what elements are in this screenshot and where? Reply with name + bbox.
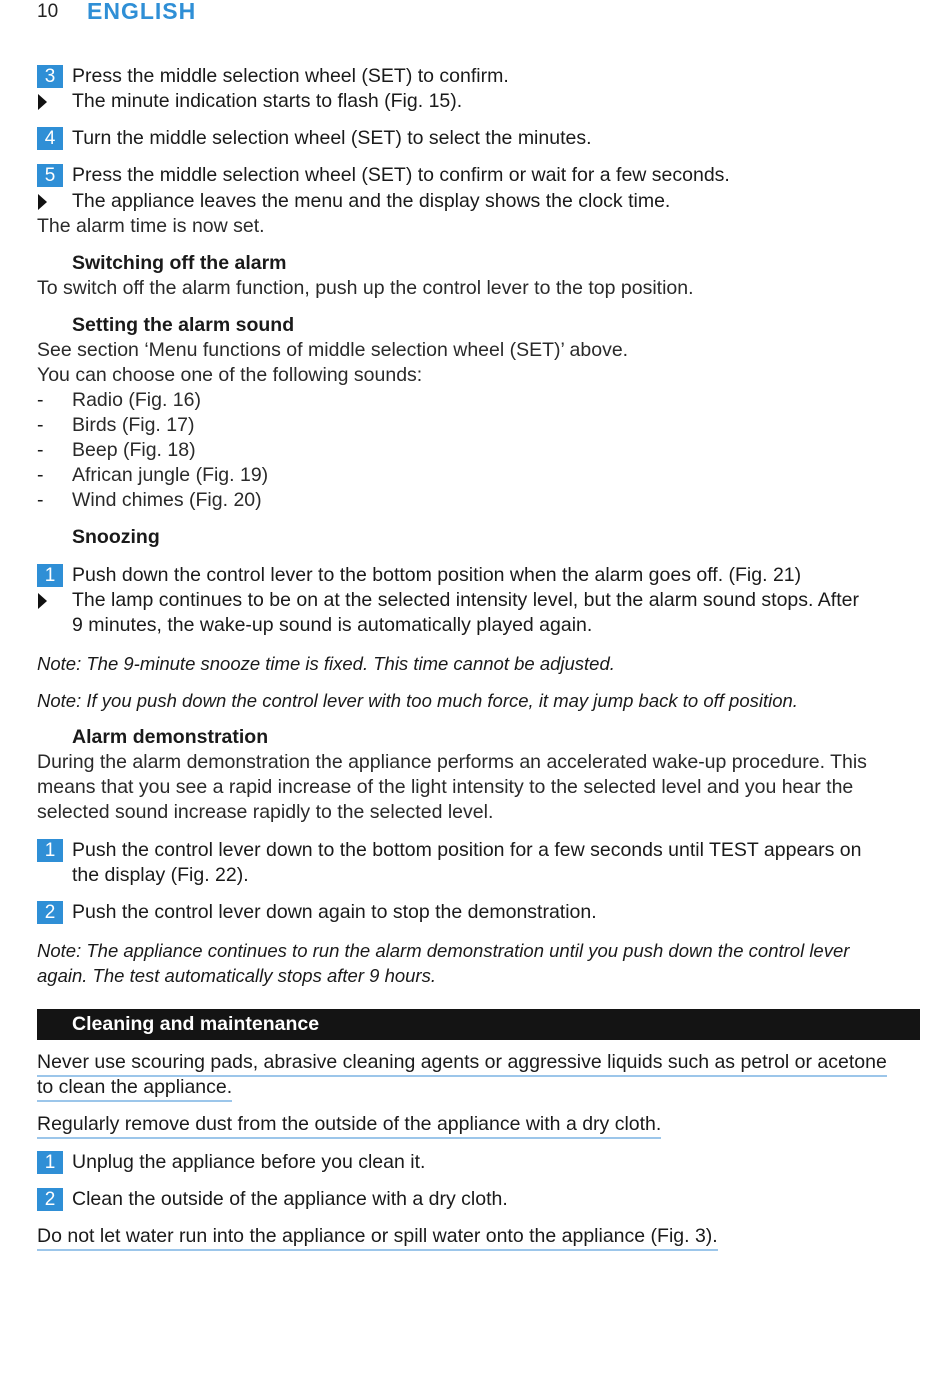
step-number-1: 1 — [37, 839, 63, 862]
demo-step-2: Push the control lever down again to stop the demonstration. — [72, 901, 597, 923]
step-number-1: 1 — [37, 564, 63, 587]
demo-step-1-line-1: Push the control lever down to the bottom position for a few seconds until TEST appears on — [72, 839, 862, 861]
step-number-2: 2 — [37, 901, 63, 924]
step-number-5: 5 — [37, 164, 63, 187]
step-number-3: 3 — [37, 65, 63, 88]
snoozing-heading: Snoozing — [72, 526, 160, 548]
alarm-sound-heading: Setting the alarm sound — [72, 314, 295, 336]
step-number-4: 4 — [37, 127, 63, 150]
note-demo-line-2: again. The test automatically stops after 9 hours. — [37, 965, 436, 986]
list-dash: - — [37, 439, 44, 461]
step-number-1: 1 — [37, 1151, 63, 1174]
snooze-result-line-1: The lamp continues to be on at the selected intensity level, but the alarm sound stops. After — [72, 589, 859, 611]
step-number-2: 2 — [37, 1188, 63, 1211]
demo-text-line-1: During the alarm demonstration the appliance performs an accelerated wake-up procedure. This — [37, 751, 867, 773]
alarm-sound-text-1: See section ‘Menu functions of middle selection wheel (SET)’ above. — [37, 339, 629, 361]
snooze-result-line-2: 9 minutes, the wake-up sound is automatically played again. — [72, 614, 593, 636]
list-dash: - — [37, 389, 44, 411]
note-demo-line-1: Note: The appliance continues to run the alarm demonstration until you push down the control lever — [37, 940, 850, 961]
page-number: 10 — [37, 1, 59, 22]
warning-scouring-line-2: to clean the appliance. — [37, 1075, 232, 1102]
list-dash: - — [37, 414, 44, 436]
list-item: Radio (Fig. 16) — [72, 389, 201, 411]
demo-text-line-3: selected sound increase rapidly to the selected level. — [37, 801, 494, 823]
switching-off-heading: Switching off the alarm — [72, 252, 287, 274]
list-item: Birds (Fig. 17) — [72, 414, 195, 436]
list-dash: - — [37, 489, 44, 511]
result-arrow-icon — [38, 194, 47, 210]
list-item: Wind chimes (Fig. 20) — [72, 489, 262, 511]
demo-step-1-line-2: the display (Fig. 22). — [72, 864, 249, 886]
warning-dust: Regularly remove dust from the outside of the appliance with a dry cloth. — [37, 1112, 661, 1139]
language-title: ENGLISH — [87, 0, 197, 24]
step-3-text: Press the middle selection wheel (SET) to confirm. — [72, 65, 509, 87]
result-arrow-icon — [38, 593, 47, 609]
list-item: African jungle (Fig. 19) — [72, 464, 269, 486]
clean-step-2: Clean the outside of the appliance with a dry cloth. — [72, 1188, 508, 1210]
list-dash: - — [37, 464, 44, 486]
alarm-sound-text-2: You can choose one of the following sounds: — [37, 364, 423, 386]
warning-scouring-line-1: Never use scouring pads, abrasive cleaning agents or aggressive liquids such as petrol or acetone — [37, 1050, 887, 1077]
section-heading-text: Cleaning and maintenance — [72, 1013, 320, 1035]
step-5-result: The appliance leaves the menu and the display shows the clock time. — [72, 190, 671, 212]
result-arrow-icon — [38, 94, 47, 110]
step-5-text: Press the middle selection wheel (SET) to confirm or wait for a few seconds. — [72, 164, 730, 186]
demo-text-line-2: means that you see a rapid increase of the light intensity to the selected level and you hear the — [37, 776, 854, 798]
section-heading-cleaning — [37, 1009, 920, 1040]
warning-water: Do not let water run into the appliance or spill water onto the appliance (Fig. 3). — [37, 1224, 718, 1251]
switching-off-text: To switch off the alarm function, push up the control lever to the top position. — [37, 277, 694, 299]
list-item: Beep (Fig. 18) — [72, 439, 196, 461]
snooze-step-1: Push down the control lever to the bottom position when the alarm goes off. (Fig. 21) — [72, 564, 802, 586]
demo-heading: Alarm demonstration — [72, 726, 269, 748]
step-3-result: The minute indication starts to flash (Fig. 15). — [72, 90, 463, 112]
alarm-set-text: The alarm time is now set. — [37, 215, 265, 237]
step-4-text: Turn the middle selection wheel (SET) to select the minutes. — [72, 127, 592, 149]
note-snooze-fixed: Note: The 9-minute snooze time is fixed. This time cannot be adjusted. — [37, 653, 615, 674]
clean-step-1: Unplug the appliance before you clean it. — [72, 1151, 426, 1173]
note-lever-force: Note: If you push down the control lever with too much force, it may jump back to off position. — [37, 690, 798, 711]
